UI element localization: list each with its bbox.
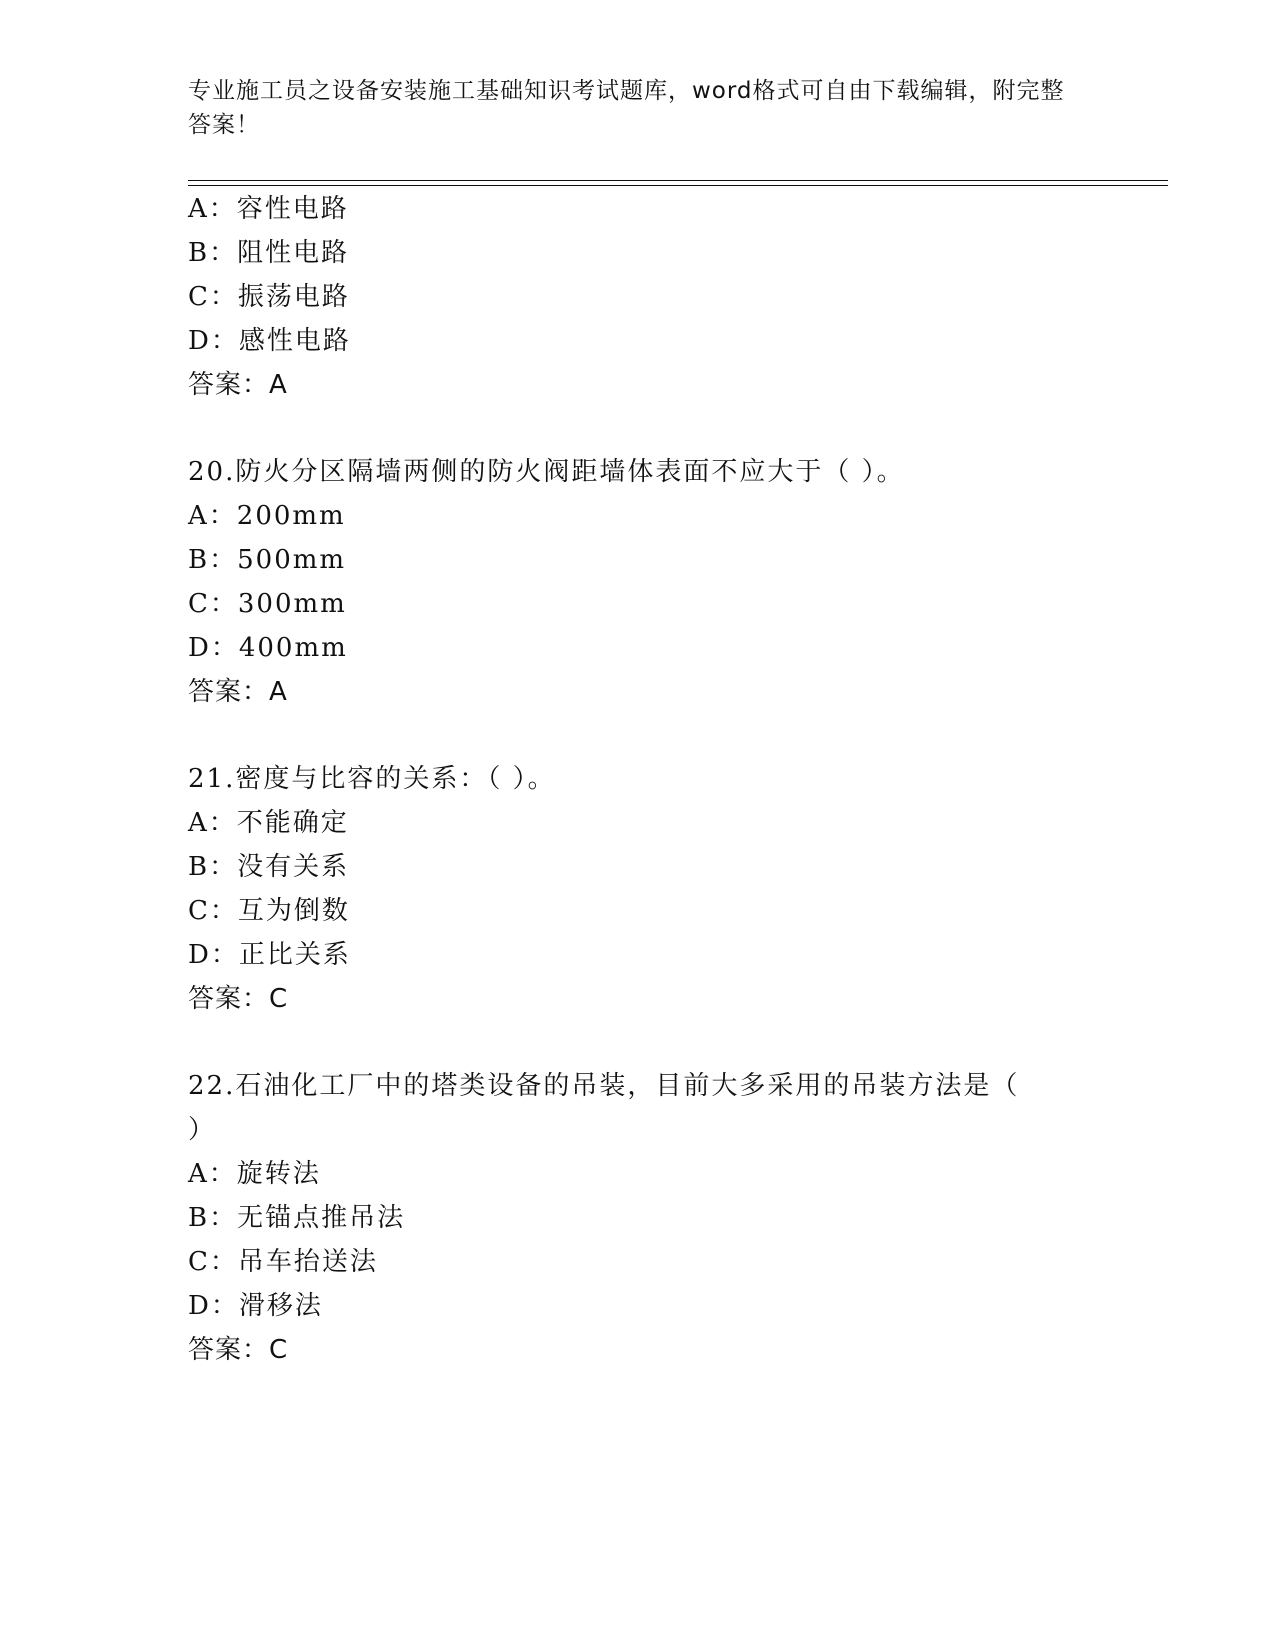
header-divider-bottom: [188, 185, 1168, 186]
question-22-continued: ）: [188, 1115, 217, 1145]
option-a: A：容性电路: [188, 194, 349, 224]
option-d: D：正比关系: [188, 940, 351, 970]
header-divider-top: [188, 180, 1168, 181]
answer: 答案：A: [188, 370, 288, 400]
option-a: A：200mm: [188, 501, 346, 531]
question-21: 21.密度与比容的关系：（ ）。: [188, 764, 556, 794]
option-c: C：互为倒数: [188, 896, 350, 926]
question-22: 22.石油化工厂中的塔类设备的吊装，目前大多采用的吊装方法是（: [188, 1071, 1020, 1101]
option-d: D：感性电路: [188, 326, 351, 356]
option-a: A：不能确定: [188, 808, 349, 838]
option-c: C：振荡电路: [188, 282, 350, 312]
option-c: C：300mm: [188, 589, 347, 619]
option-b: B：没有关系: [188, 852, 350, 882]
option-d: D：400mm: [188, 633, 348, 663]
answer: 答案：C: [188, 984, 289, 1014]
option-c: C：吊车抬送法: [188, 1247, 378, 1277]
question-20: 20.防火分区隔墙两侧的防火阀距墙体表面不应大于（ ）。: [188, 457, 905, 487]
option-d: D：滑移法: [188, 1291, 323, 1321]
option-a: A：旋转法: [188, 1159, 321, 1189]
option-b: B：500mm: [188, 545, 347, 575]
option-b: B：阻性电路: [188, 238, 350, 268]
answer: 答案：C: [188, 1335, 289, 1365]
document-header: 专业施工员之设备安装施工基础知识考试题库，word格式可自由下载编辑，附完整答案！: [188, 78, 1065, 138]
option-b: B：无锚点推吊法: [188, 1203, 406, 1233]
answer: 答案：A: [188, 677, 288, 707]
